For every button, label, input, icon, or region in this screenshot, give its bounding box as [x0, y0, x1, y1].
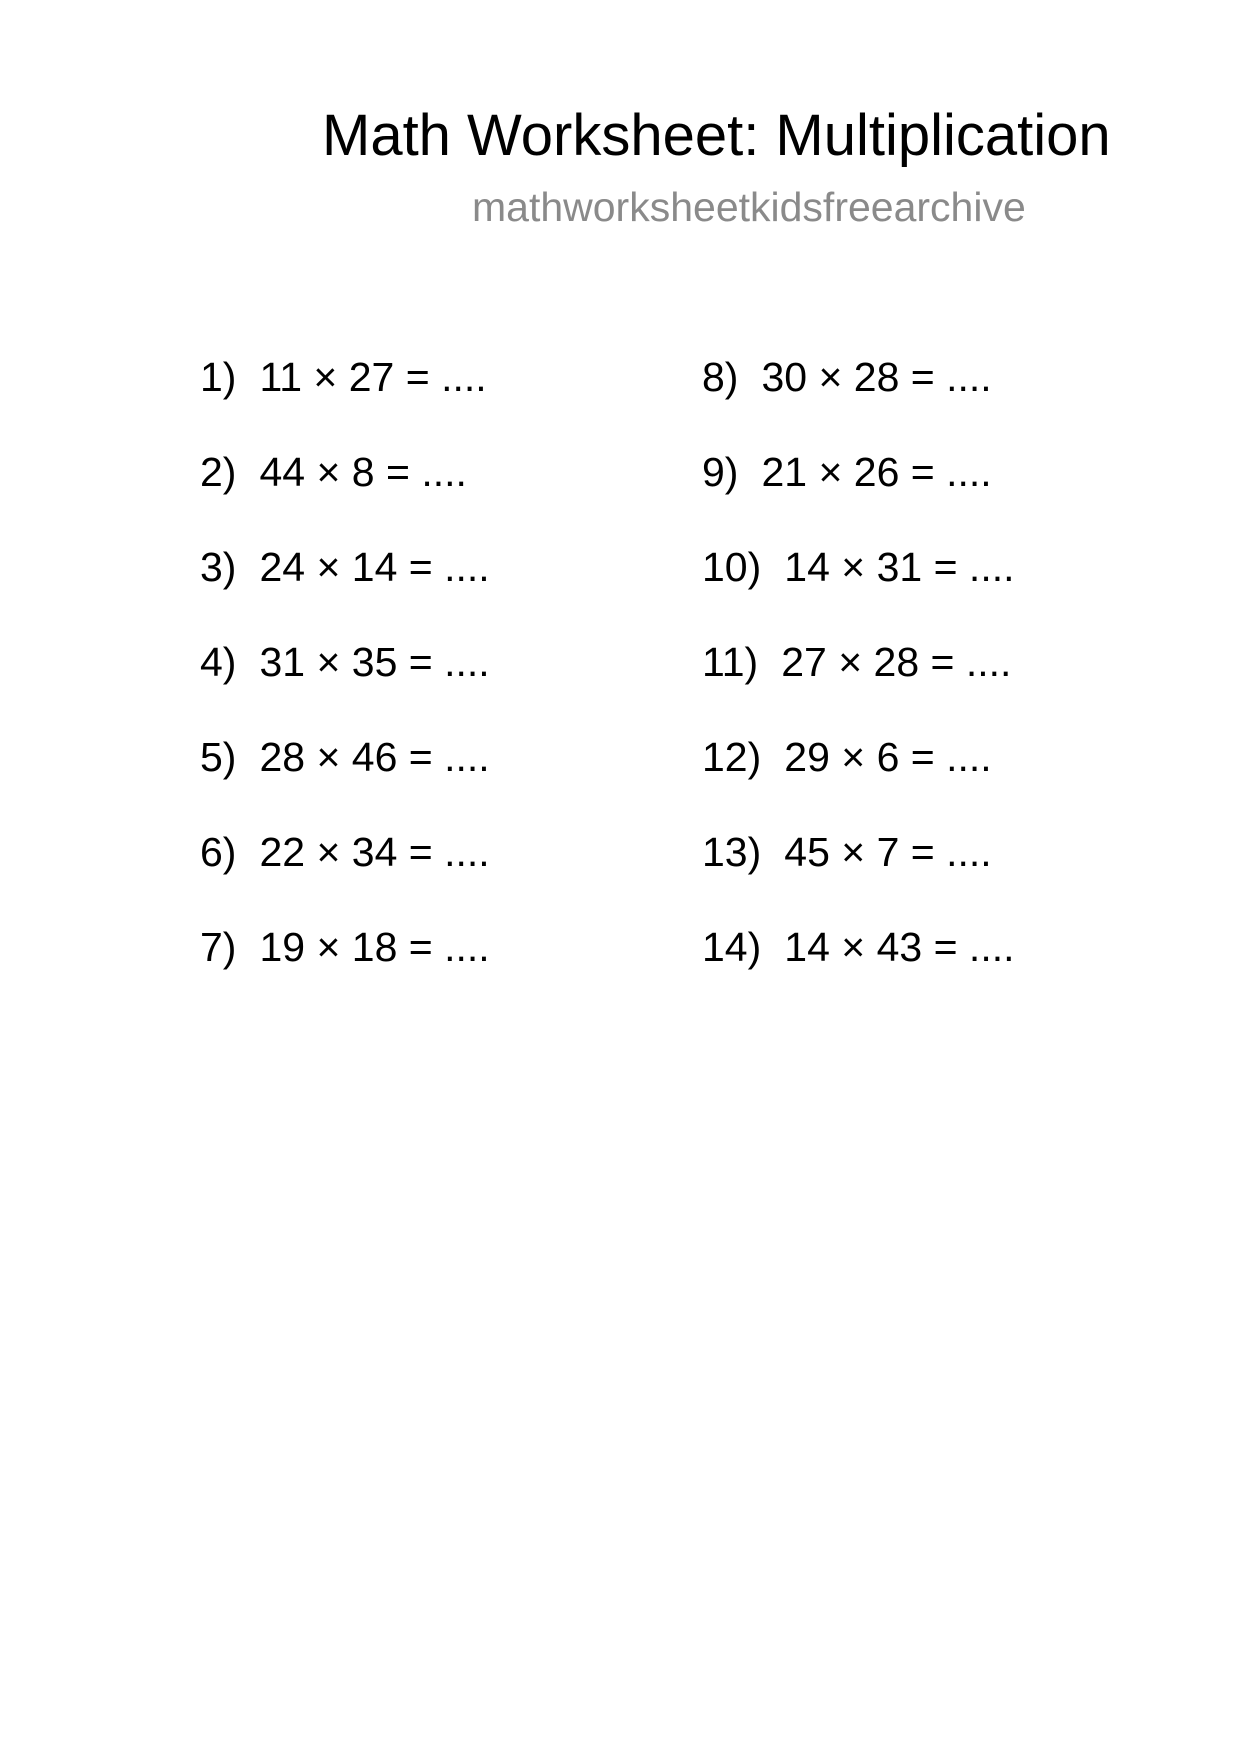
problem-expression: 22 × 34 = ....	[259, 829, 490, 875]
problem-item	[200, 634, 490, 729]
problem-item	[200, 919, 490, 1014]
problem-number: 6)	[200, 829, 237, 875]
problem-item	[200, 539, 490, 634]
problem-number: 7)	[200, 924, 237, 970]
problem-expression: 14 × 31 = ....	[784, 544, 1015, 590]
problem-item	[702, 824, 1015, 919]
problem-expression: 31 × 35 = ....	[259, 639, 490, 685]
problem-item	[702, 729, 1015, 824]
problem-number: 11)	[702, 639, 759, 685]
problem-number: 5)	[200, 734, 237, 780]
problem-expression: 30 × 28 = ....	[761, 354, 992, 400]
problem-number: 13)	[702, 829, 762, 875]
problem-number: 4)	[200, 639, 237, 685]
problem-number: 12)	[702, 734, 762, 780]
problem-expression: 11 × 27 = ....	[259, 354, 487, 400]
problem-item	[200, 824, 490, 919]
problem-item	[702, 634, 1015, 729]
problem-expression: 21 × 26 = ....	[761, 449, 992, 495]
problem-expression: 19 × 18 = ....	[259, 924, 490, 970]
problem-item	[702, 919, 1015, 1014]
problem-expression: 24 × 14 = ....	[259, 544, 490, 590]
problem-number: 10)	[702, 544, 762, 590]
problem-item	[702, 349, 1015, 444]
problem-number: 14)	[702, 924, 762, 970]
problem-number: 8)	[702, 354, 739, 400]
problem-expression: 14 × 43 = ....	[784, 924, 1015, 970]
problem-item	[702, 539, 1015, 634]
problem-expression: 27 × 28 = ....	[781, 639, 1012, 685]
problem-column-right	[702, 349, 1015, 1014]
problem-item	[200, 444, 490, 539]
problem-column-left	[200, 349, 490, 1014]
problem-item	[200, 349, 490, 444]
problem-number: 2)	[200, 449, 237, 495]
problem-expression: 45 × 7 = ....	[784, 829, 992, 875]
problem-expression: 29 × 6 = ....	[784, 734, 992, 780]
problem-item	[200, 729, 490, 824]
problem-expression: 28 × 46 = ....	[259, 734, 490, 780]
problem-item	[702, 444, 1015, 539]
worksheet-title: Math Worksheet: Multiplication	[322, 103, 1111, 168]
problem-number: 3)	[200, 544, 237, 590]
problem-number: 9)	[702, 449, 739, 495]
worksheet-subtitle: mathworksheetkidsfreearchive	[472, 184, 1026, 230]
problem-expression: 44 × 8 = ....	[259, 449, 467, 495]
problem-number: 1)	[200, 354, 237, 400]
